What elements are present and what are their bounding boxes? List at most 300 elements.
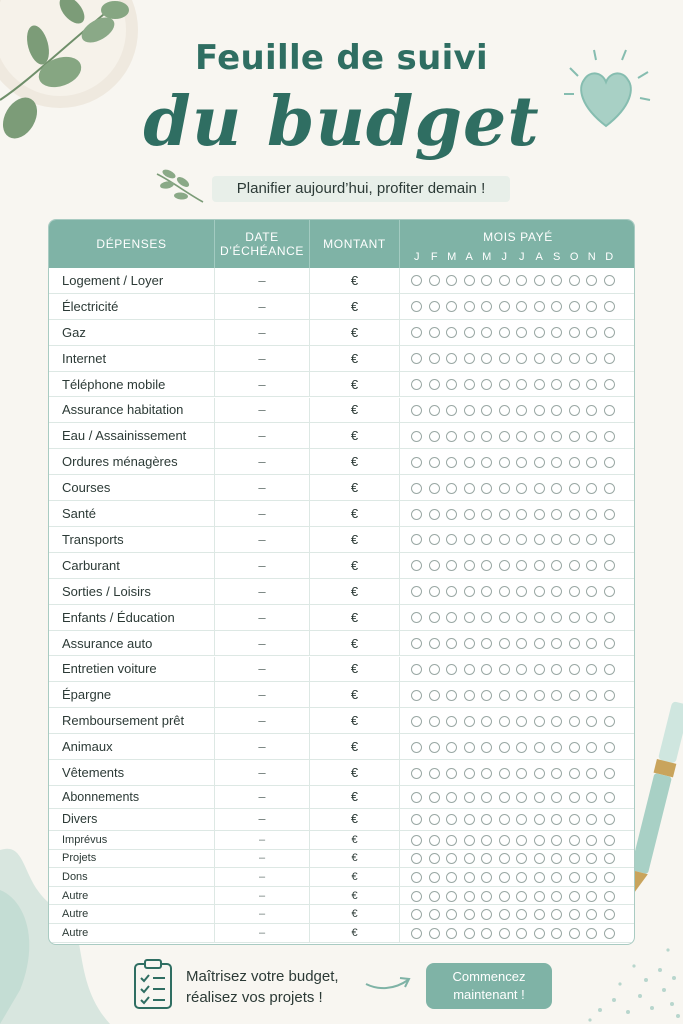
month-paid-checkbox[interactable] bbox=[429, 664, 440, 675]
month-paid-checkbox[interactable] bbox=[411, 853, 422, 864]
amount-cell[interactable]: € bbox=[310, 579, 400, 604]
amount-cell[interactable]: € bbox=[310, 850, 400, 868]
month-paid-checkbox[interactable] bbox=[569, 457, 580, 468]
month-paid-checkbox[interactable] bbox=[586, 275, 597, 286]
month-paid-checkbox[interactable] bbox=[429, 742, 440, 753]
month-paid-checkbox[interactable] bbox=[429, 690, 440, 701]
month-paid-checkbox[interactable] bbox=[499, 742, 510, 753]
month-paid-checkbox[interactable] bbox=[534, 612, 545, 623]
month-paid-checkbox[interactable] bbox=[534, 768, 545, 779]
month-paid-checkbox[interactable] bbox=[516, 534, 527, 545]
month-paid-checkbox[interactable] bbox=[516, 664, 527, 675]
month-paid-checkbox[interactable] bbox=[569, 379, 580, 390]
month-paid-checkbox[interactable] bbox=[551, 405, 562, 416]
month-paid-checkbox[interactable] bbox=[604, 928, 615, 939]
amount-cell[interactable]: € bbox=[310, 924, 400, 942]
month-paid-checkbox[interactable] bbox=[429, 327, 440, 338]
month-paid-checkbox[interactable] bbox=[586, 431, 597, 442]
month-paid-checkbox[interactable] bbox=[586, 814, 597, 825]
month-paid-checkbox[interactable] bbox=[499, 891, 510, 902]
start-now-button[interactable] bbox=[426, 963, 552, 1009]
month-paid-checkbox[interactable] bbox=[446, 534, 457, 545]
month-paid-checkbox[interactable] bbox=[569, 835, 580, 846]
month-paid-checkbox[interactable] bbox=[604, 768, 615, 779]
month-paid-checkbox[interactable] bbox=[551, 327, 562, 338]
month-paid-checkbox[interactable] bbox=[446, 638, 457, 649]
due-date-cell[interactable]: – bbox=[215, 734, 310, 759]
month-paid-checkbox[interactable] bbox=[429, 835, 440, 846]
month-paid-checkbox[interactable] bbox=[446, 327, 457, 338]
month-paid-checkbox[interactable] bbox=[604, 638, 615, 649]
month-paid-checkbox[interactable] bbox=[464, 928, 475, 939]
month-paid-checkbox[interactable] bbox=[516, 814, 527, 825]
amount-cell[interactable]: € bbox=[310, 501, 400, 526]
month-paid-checkbox[interactable] bbox=[446, 560, 457, 571]
month-paid-checkbox[interactable] bbox=[534, 534, 545, 545]
month-paid-checkbox[interactable] bbox=[516, 716, 527, 727]
month-paid-checkbox[interactable] bbox=[551, 716, 562, 727]
month-paid-checkbox[interactable] bbox=[446, 835, 457, 846]
month-paid-checkbox[interactable] bbox=[481, 275, 492, 286]
month-paid-checkbox[interactable] bbox=[569, 928, 580, 939]
month-paid-checkbox[interactable] bbox=[464, 379, 475, 390]
month-paid-checkbox[interactable] bbox=[464, 483, 475, 494]
month-paid-checkbox[interactable] bbox=[411, 638, 422, 649]
due-date-cell[interactable]: – bbox=[215, 631, 310, 656]
month-paid-checkbox[interactable] bbox=[429, 768, 440, 779]
month-paid-checkbox[interactable] bbox=[464, 560, 475, 571]
month-paid-checkbox[interactable] bbox=[429, 909, 440, 920]
month-paid-checkbox[interactable] bbox=[481, 327, 492, 338]
month-paid-checkbox[interactable] bbox=[569, 909, 580, 920]
month-paid-checkbox[interactable] bbox=[586, 742, 597, 753]
amount-cell[interactable]: € bbox=[310, 398, 400, 423]
month-paid-checkbox[interactable] bbox=[516, 405, 527, 416]
month-paid-checkbox[interactable] bbox=[516, 742, 527, 753]
month-paid-checkbox[interactable] bbox=[516, 327, 527, 338]
month-paid-checkbox[interactable] bbox=[551, 457, 562, 468]
month-paid-checkbox[interactable] bbox=[551, 768, 562, 779]
month-paid-checkbox[interactable] bbox=[429, 586, 440, 597]
month-paid-checkbox[interactable] bbox=[411, 792, 422, 803]
amount-cell[interactable]: € bbox=[310, 887, 400, 905]
month-paid-checkbox[interactable] bbox=[464, 275, 475, 286]
month-paid-checkbox[interactable] bbox=[569, 509, 580, 520]
month-paid-checkbox[interactable] bbox=[411, 835, 422, 846]
month-paid-checkbox[interactable] bbox=[534, 690, 545, 701]
month-paid-checkbox[interactable] bbox=[499, 379, 510, 390]
month-paid-checkbox[interactable] bbox=[481, 534, 492, 545]
month-paid-checkbox[interactable] bbox=[586, 327, 597, 338]
month-paid-checkbox[interactable] bbox=[499, 853, 510, 864]
month-paid-checkbox[interactable] bbox=[569, 586, 580, 597]
month-paid-checkbox[interactable] bbox=[516, 457, 527, 468]
month-paid-checkbox[interactable] bbox=[411, 431, 422, 442]
month-paid-checkbox[interactable] bbox=[534, 457, 545, 468]
month-paid-checkbox[interactable] bbox=[499, 638, 510, 649]
month-paid-checkbox[interactable] bbox=[586, 612, 597, 623]
month-paid-checkbox[interactable] bbox=[429, 431, 440, 442]
month-paid-checkbox[interactable] bbox=[569, 768, 580, 779]
amount-cell[interactable]: € bbox=[310, 905, 400, 923]
month-paid-checkbox[interactable] bbox=[586, 638, 597, 649]
month-paid-checkbox[interactable] bbox=[499, 509, 510, 520]
month-paid-checkbox[interactable] bbox=[464, 742, 475, 753]
month-paid-checkbox[interactable] bbox=[481, 483, 492, 494]
month-paid-checkbox[interactable] bbox=[586, 928, 597, 939]
month-paid-checkbox[interactable] bbox=[586, 353, 597, 364]
month-paid-checkbox[interactable] bbox=[586, 509, 597, 520]
due-date-cell[interactable]: – bbox=[215, 501, 310, 526]
month-paid-checkbox[interactable] bbox=[586, 690, 597, 701]
month-paid-checkbox[interactable] bbox=[516, 872, 527, 883]
month-paid-checkbox[interactable] bbox=[429, 353, 440, 364]
month-paid-checkbox[interactable] bbox=[464, 327, 475, 338]
month-paid-checkbox[interactable] bbox=[534, 909, 545, 920]
amount-cell[interactable]: € bbox=[310, 831, 400, 849]
month-paid-checkbox[interactable] bbox=[516, 379, 527, 390]
month-paid-checkbox[interactable] bbox=[551, 612, 562, 623]
month-paid-checkbox[interactable] bbox=[464, 872, 475, 883]
month-paid-checkbox[interactable] bbox=[534, 835, 545, 846]
amount-cell[interactable]: € bbox=[310, 268, 400, 293]
month-paid-checkbox[interactable] bbox=[446, 891, 457, 902]
amount-cell[interactable]: € bbox=[310, 372, 400, 397]
month-paid-checkbox[interactable] bbox=[551, 928, 562, 939]
month-paid-checkbox[interactable] bbox=[411, 586, 422, 597]
month-paid-checkbox[interactable] bbox=[586, 909, 597, 920]
month-paid-checkbox[interactable] bbox=[516, 509, 527, 520]
month-paid-checkbox[interactable] bbox=[569, 638, 580, 649]
month-paid-checkbox[interactable] bbox=[586, 872, 597, 883]
amount-cell[interactable]: € bbox=[310, 760, 400, 785]
month-paid-checkbox[interactable] bbox=[446, 431, 457, 442]
month-paid-checkbox[interactable] bbox=[499, 664, 510, 675]
month-paid-checkbox[interactable] bbox=[446, 814, 457, 825]
month-paid-checkbox[interactable] bbox=[569, 792, 580, 803]
month-paid-checkbox[interactable] bbox=[604, 379, 615, 390]
month-paid-checkbox[interactable] bbox=[499, 534, 510, 545]
due-date-cell[interactable]: – bbox=[215, 294, 310, 319]
amount-cell[interactable]: € bbox=[310, 708, 400, 733]
month-paid-checkbox[interactable] bbox=[429, 792, 440, 803]
month-paid-checkbox[interactable] bbox=[429, 638, 440, 649]
amount-cell[interactable]: € bbox=[310, 475, 400, 500]
amount-cell[interactable]: € bbox=[310, 809, 400, 831]
month-paid-checkbox[interactable] bbox=[446, 457, 457, 468]
month-paid-checkbox[interactable] bbox=[464, 768, 475, 779]
month-paid-checkbox[interactable] bbox=[534, 560, 545, 571]
month-paid-checkbox[interactable] bbox=[481, 835, 492, 846]
month-paid-checkbox[interactable] bbox=[516, 301, 527, 312]
month-paid-checkbox[interactable] bbox=[446, 483, 457, 494]
amount-cell[interactable]: € bbox=[310, 346, 400, 371]
amount-cell[interactable]: € bbox=[310, 786, 400, 808]
amount-cell[interactable]: € bbox=[310, 657, 400, 682]
month-paid-checkbox[interactable] bbox=[586, 891, 597, 902]
month-paid-checkbox[interactable] bbox=[551, 560, 562, 571]
month-paid-checkbox[interactable] bbox=[411, 768, 422, 779]
month-paid-checkbox[interactable] bbox=[411, 275, 422, 286]
month-paid-checkbox[interactable] bbox=[551, 909, 562, 920]
amount-cell[interactable]: € bbox=[310, 449, 400, 474]
month-paid-checkbox[interactable] bbox=[551, 379, 562, 390]
month-paid-checkbox[interactable] bbox=[464, 853, 475, 864]
month-paid-checkbox[interactable] bbox=[411, 483, 422, 494]
month-paid-checkbox[interactable] bbox=[569, 891, 580, 902]
month-paid-checkbox[interactable] bbox=[499, 768, 510, 779]
month-paid-checkbox[interactable] bbox=[516, 909, 527, 920]
month-paid-checkbox[interactable] bbox=[569, 431, 580, 442]
amount-cell[interactable]: € bbox=[310, 320, 400, 345]
month-paid-checkbox[interactable] bbox=[569, 560, 580, 571]
month-paid-checkbox[interactable] bbox=[446, 928, 457, 939]
due-date-cell[interactable]: – bbox=[215, 924, 310, 942]
month-paid-checkbox[interactable] bbox=[534, 379, 545, 390]
month-paid-checkbox[interactable] bbox=[604, 742, 615, 753]
month-paid-checkbox[interactable] bbox=[604, 560, 615, 571]
month-paid-checkbox[interactable] bbox=[516, 431, 527, 442]
month-paid-checkbox[interactable] bbox=[499, 275, 510, 286]
month-paid-checkbox[interactable] bbox=[551, 891, 562, 902]
month-paid-checkbox[interactable] bbox=[604, 891, 615, 902]
month-paid-checkbox[interactable] bbox=[464, 891, 475, 902]
due-date-cell[interactable]: – bbox=[215, 475, 310, 500]
due-date-cell[interactable]: – bbox=[215, 449, 310, 474]
month-paid-checkbox[interactable] bbox=[429, 872, 440, 883]
month-paid-checkbox[interactable] bbox=[551, 664, 562, 675]
month-paid-checkbox[interactable] bbox=[604, 353, 615, 364]
month-paid-checkbox[interactable] bbox=[586, 301, 597, 312]
month-paid-checkbox[interactable] bbox=[604, 690, 615, 701]
month-paid-checkbox[interactable] bbox=[481, 853, 492, 864]
month-paid-checkbox[interactable] bbox=[481, 301, 492, 312]
month-paid-checkbox[interactable] bbox=[499, 792, 510, 803]
month-paid-checkbox[interactable] bbox=[586, 835, 597, 846]
month-paid-checkbox[interactable] bbox=[411, 716, 422, 727]
month-paid-checkbox[interactable] bbox=[499, 327, 510, 338]
month-paid-checkbox[interactable] bbox=[464, 664, 475, 675]
month-paid-checkbox[interactable] bbox=[429, 560, 440, 571]
month-paid-checkbox[interactable] bbox=[446, 690, 457, 701]
amount-cell[interactable]: € bbox=[310, 734, 400, 759]
month-paid-checkbox[interactable] bbox=[499, 690, 510, 701]
due-date-cell[interactable]: – bbox=[215, 708, 310, 733]
month-paid-checkbox[interactable] bbox=[534, 814, 545, 825]
month-paid-checkbox[interactable] bbox=[499, 405, 510, 416]
month-paid-checkbox[interactable] bbox=[429, 509, 440, 520]
month-paid-checkbox[interactable] bbox=[516, 612, 527, 623]
month-paid-checkbox[interactable] bbox=[464, 301, 475, 312]
month-paid-checkbox[interactable] bbox=[569, 853, 580, 864]
due-date-cell[interactable]: – bbox=[215, 398, 310, 423]
month-paid-checkbox[interactable] bbox=[464, 814, 475, 825]
due-date-cell[interactable]: – bbox=[215, 905, 310, 923]
month-paid-checkbox[interactable] bbox=[516, 560, 527, 571]
amount-cell[interactable]: € bbox=[310, 527, 400, 552]
month-paid-checkbox[interactable] bbox=[446, 405, 457, 416]
month-paid-checkbox[interactable] bbox=[464, 638, 475, 649]
month-paid-checkbox[interactable] bbox=[516, 586, 527, 597]
month-paid-checkbox[interactable] bbox=[534, 431, 545, 442]
month-paid-checkbox[interactable] bbox=[411, 509, 422, 520]
month-paid-checkbox[interactable] bbox=[551, 353, 562, 364]
amount-cell[interactable]: € bbox=[310, 553, 400, 578]
month-paid-checkbox[interactable] bbox=[604, 457, 615, 468]
month-paid-checkbox[interactable] bbox=[534, 483, 545, 494]
month-paid-checkbox[interactable] bbox=[551, 835, 562, 846]
month-paid-checkbox[interactable] bbox=[481, 768, 492, 779]
month-paid-checkbox[interactable] bbox=[464, 534, 475, 545]
month-paid-checkbox[interactable] bbox=[481, 928, 492, 939]
month-paid-checkbox[interactable] bbox=[411, 301, 422, 312]
due-date-cell[interactable]: – bbox=[215, 682, 310, 707]
month-paid-checkbox[interactable] bbox=[516, 638, 527, 649]
month-paid-checkbox[interactable] bbox=[446, 909, 457, 920]
month-paid-checkbox[interactable] bbox=[586, 379, 597, 390]
month-paid-checkbox[interactable] bbox=[551, 690, 562, 701]
month-paid-checkbox[interactable] bbox=[446, 716, 457, 727]
month-paid-checkbox[interactable] bbox=[604, 586, 615, 597]
month-paid-checkbox[interactable] bbox=[481, 353, 492, 364]
month-paid-checkbox[interactable] bbox=[464, 716, 475, 727]
month-paid-checkbox[interactable] bbox=[446, 379, 457, 390]
amount-cell[interactable]: € bbox=[310, 631, 400, 656]
month-paid-checkbox[interactable] bbox=[446, 353, 457, 364]
month-paid-checkbox[interactable] bbox=[534, 792, 545, 803]
due-date-cell[interactable]: – bbox=[215, 553, 310, 578]
month-paid-checkbox[interactable] bbox=[604, 405, 615, 416]
due-date-cell[interactable]: – bbox=[215, 850, 310, 868]
month-paid-checkbox[interactable] bbox=[534, 586, 545, 597]
month-paid-checkbox[interactable] bbox=[411, 534, 422, 545]
month-paid-checkbox[interactable] bbox=[534, 742, 545, 753]
month-paid-checkbox[interactable] bbox=[446, 509, 457, 520]
month-paid-checkbox[interactable] bbox=[604, 853, 615, 864]
month-paid-checkbox[interactable] bbox=[516, 768, 527, 779]
month-paid-checkbox[interactable] bbox=[429, 928, 440, 939]
month-paid-checkbox[interactable] bbox=[569, 301, 580, 312]
month-paid-checkbox[interactable] bbox=[569, 353, 580, 364]
month-paid-checkbox[interactable] bbox=[569, 690, 580, 701]
month-paid-checkbox[interactable] bbox=[586, 768, 597, 779]
month-paid-checkbox[interactable] bbox=[429, 483, 440, 494]
due-date-cell[interactable]: – bbox=[215, 657, 310, 682]
month-paid-checkbox[interactable] bbox=[429, 853, 440, 864]
month-paid-checkbox[interactable] bbox=[534, 872, 545, 883]
month-paid-checkbox[interactable] bbox=[604, 835, 615, 846]
month-paid-checkbox[interactable] bbox=[429, 891, 440, 902]
month-paid-checkbox[interactable] bbox=[464, 586, 475, 597]
month-paid-checkbox[interactable] bbox=[499, 301, 510, 312]
month-paid-checkbox[interactable] bbox=[551, 509, 562, 520]
month-paid-checkbox[interactable] bbox=[586, 664, 597, 675]
month-paid-checkbox[interactable] bbox=[604, 792, 615, 803]
month-paid-checkbox[interactable] bbox=[446, 586, 457, 597]
due-date-cell[interactable]: – bbox=[215, 346, 310, 371]
month-paid-checkbox[interactable] bbox=[481, 638, 492, 649]
month-paid-checkbox[interactable] bbox=[569, 612, 580, 623]
month-paid-checkbox[interactable] bbox=[551, 534, 562, 545]
month-paid-checkbox[interactable] bbox=[551, 483, 562, 494]
month-paid-checkbox[interactable] bbox=[586, 405, 597, 416]
month-paid-checkbox[interactable] bbox=[569, 483, 580, 494]
month-paid-checkbox[interactable] bbox=[569, 275, 580, 286]
month-paid-checkbox[interactable] bbox=[429, 457, 440, 468]
month-paid-checkbox[interactable] bbox=[411, 612, 422, 623]
month-paid-checkbox[interactable] bbox=[446, 275, 457, 286]
month-paid-checkbox[interactable] bbox=[464, 431, 475, 442]
month-paid-checkbox[interactable] bbox=[464, 690, 475, 701]
month-paid-checkbox[interactable] bbox=[604, 664, 615, 675]
month-paid-checkbox[interactable] bbox=[604, 483, 615, 494]
month-paid-checkbox[interactable] bbox=[481, 814, 492, 825]
month-paid-checkbox[interactable] bbox=[569, 742, 580, 753]
month-paid-checkbox[interactable] bbox=[534, 638, 545, 649]
month-paid-checkbox[interactable] bbox=[551, 814, 562, 825]
month-paid-checkbox[interactable] bbox=[551, 853, 562, 864]
month-paid-checkbox[interactable] bbox=[569, 534, 580, 545]
month-paid-checkbox[interactable] bbox=[429, 301, 440, 312]
month-paid-checkbox[interactable] bbox=[464, 509, 475, 520]
month-paid-checkbox[interactable] bbox=[516, 353, 527, 364]
month-paid-checkbox[interactable] bbox=[586, 560, 597, 571]
month-paid-checkbox[interactable] bbox=[534, 405, 545, 416]
month-paid-checkbox[interactable] bbox=[411, 891, 422, 902]
month-paid-checkbox[interactable] bbox=[429, 405, 440, 416]
month-paid-checkbox[interactable] bbox=[516, 275, 527, 286]
month-paid-checkbox[interactable] bbox=[551, 638, 562, 649]
month-paid-checkbox[interactable] bbox=[429, 612, 440, 623]
due-date-cell[interactable]: – bbox=[215, 579, 310, 604]
month-paid-checkbox[interactable] bbox=[481, 690, 492, 701]
month-paid-checkbox[interactable] bbox=[411, 560, 422, 571]
month-paid-checkbox[interactable] bbox=[481, 560, 492, 571]
month-paid-checkbox[interactable] bbox=[604, 612, 615, 623]
month-paid-checkbox[interactable] bbox=[481, 405, 492, 416]
month-paid-checkbox[interactable] bbox=[516, 853, 527, 864]
month-paid-checkbox[interactable] bbox=[411, 405, 422, 416]
due-date-cell[interactable]: – bbox=[215, 605, 310, 630]
month-paid-checkbox[interactable] bbox=[551, 872, 562, 883]
month-paid-checkbox[interactable] bbox=[446, 612, 457, 623]
month-paid-checkbox[interactable] bbox=[481, 909, 492, 920]
month-paid-checkbox[interactable] bbox=[604, 301, 615, 312]
month-paid-checkbox[interactable] bbox=[534, 716, 545, 727]
month-paid-checkbox[interactable] bbox=[516, 483, 527, 494]
month-paid-checkbox[interactable] bbox=[516, 792, 527, 803]
month-paid-checkbox[interactable] bbox=[569, 814, 580, 825]
month-paid-checkbox[interactable] bbox=[464, 405, 475, 416]
month-paid-checkbox[interactable] bbox=[411, 664, 422, 675]
month-paid-checkbox[interactable] bbox=[604, 814, 615, 825]
month-paid-checkbox[interactable] bbox=[604, 909, 615, 920]
month-paid-checkbox[interactable] bbox=[551, 431, 562, 442]
month-paid-checkbox[interactable] bbox=[481, 379, 492, 390]
due-date-cell[interactable]: – bbox=[215, 809, 310, 831]
month-paid-checkbox[interactable] bbox=[569, 872, 580, 883]
month-paid-checkbox[interactable] bbox=[446, 301, 457, 312]
month-paid-checkbox[interactable] bbox=[446, 664, 457, 675]
month-paid-checkbox[interactable] bbox=[604, 431, 615, 442]
month-paid-checkbox[interactable] bbox=[411, 909, 422, 920]
month-paid-checkbox[interactable] bbox=[551, 742, 562, 753]
month-paid-checkbox[interactable] bbox=[551, 275, 562, 286]
due-date-cell[interactable]: – bbox=[215, 760, 310, 785]
month-paid-checkbox[interactable] bbox=[586, 586, 597, 597]
month-paid-checkbox[interactable] bbox=[446, 792, 457, 803]
month-paid-checkbox[interactable] bbox=[534, 327, 545, 338]
